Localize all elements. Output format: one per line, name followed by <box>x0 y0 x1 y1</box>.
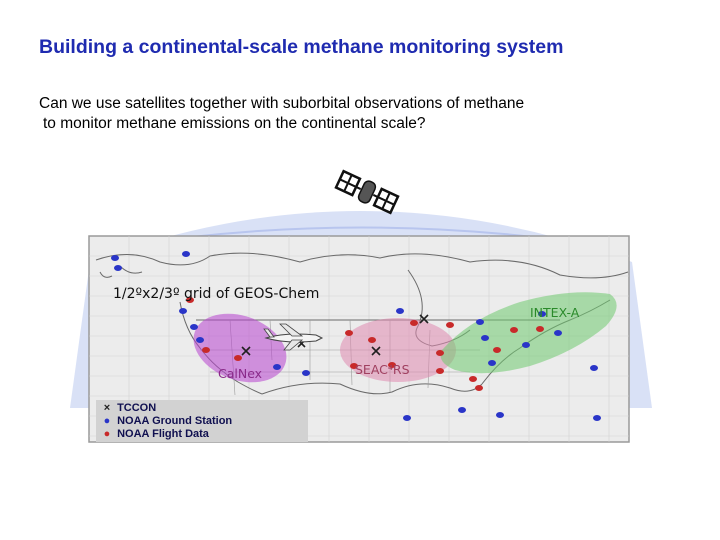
legend-item-tccon <box>100 402 156 416</box>
map-legend <box>96 400 308 442</box>
satellite-icon <box>335 169 399 214</box>
seacrs-label: SEAC⁴RS <box>355 362 410 377</box>
legend-item-ground-station <box>100 415 232 429</box>
flight-data-marker-icon: ● <box>103 428 111 440</box>
tccon-marker-icon: × <box>103 402 111 414</box>
question-line-2: to monitor methane emissions on the continental scale? <box>43 115 426 132</box>
ground-station-marker-icon: ● <box>103 415 111 427</box>
page-title: Building a continental-scale methane monitoring system <box>39 36 564 58</box>
legend-label: TCCON <box>117 402 157 414</box>
legend-label: NOAA Flight Data <box>117 428 209 440</box>
question-line-1: Can we use satellites together with suborbital observations of methane <box>39 95 525 112</box>
intex-a-label: INTEX-A <box>530 305 580 320</box>
geos-chem-grid-label: 1/2ºx2/3º grid of GEOS-Chem <box>113 286 320 302</box>
calnex-label: CalNex <box>218 366 263 381</box>
legend-label: NOAA Ground Station <box>117 415 233 427</box>
legend-item-flight-data <box>100 428 209 442</box>
